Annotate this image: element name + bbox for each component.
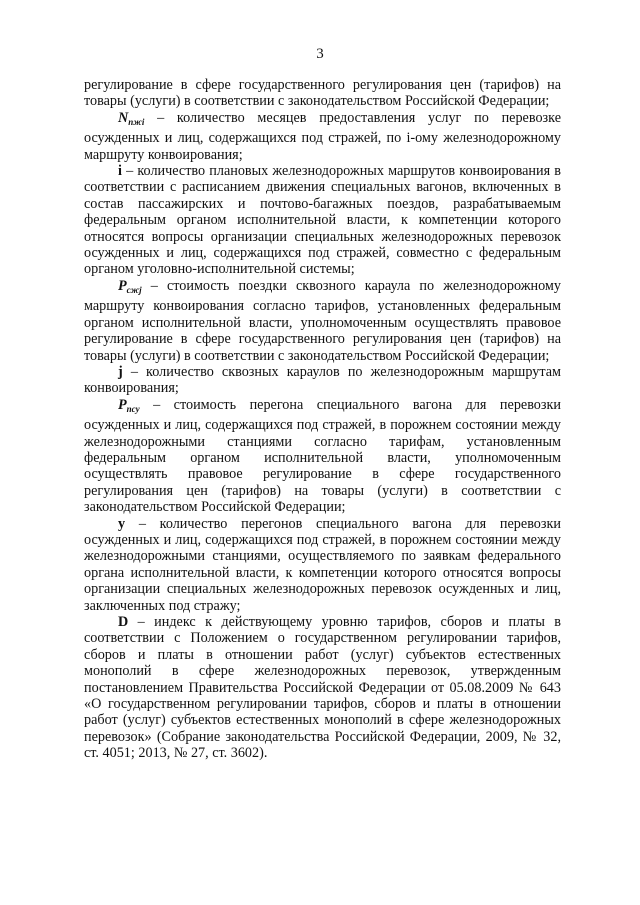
symbol-subscript: сжj [126,284,142,295]
paragraph-text: – количество перегонов специального вагона для перевозки осужденных и лиц, содержащихся под стражей, в порожнем состоянии между железнодорожными станциями, осуществляемого по заявкам федерального органа исполнительной власти, к компетенции которого относятся вопросы организации специальных железнодорожных перевозок осужденных и лиц, заключенных под стражу; [84,515,561,614]
document-body [84,77,561,762]
paragraph-continuation [84,77,561,110]
paragraph-text: – количество сквозных караулов по железнодорожным маршрутам конвоирования; [84,363,561,397]
paragraph-text: – стоимость перегона специального вагона для перевозки осужденных и лиц, содержащихся под стражей, в порожнем состоянии между железнодорожными станциями согласно тарифам, установленным федеральным органом исполнительной власти, уполномоченным осуществлять правовое регулирование в сфере государственного регулирования цен (тарифов) на товары (услуги) в соответствии с законодательством Российской Федерации; [84,396,561,516]
paragraph-text: – стоимость поездки сквозного караула по железнодорожному маршруту конвоирования согласно тарифов, установленных федеральным органом исполнительной власти, уполномоченным осуществлять правовое регулирование в сфере государственного регулирования цен (тарифов) на товары (услуги) в соответствии с законодательством Российской Федерации; [84,277,561,364]
paragraph-N-pzhi [84,110,561,163]
symbol-j: j [118,363,123,380]
page-number: 3 [316,46,324,62]
symbol-P: $P_{сжj}$ [118,277,142,295]
paragraph-text: – количество плановых железнодорожных маршрутов конвоирования в соответствии с расписанием движения специальных вагонов, включенных в состав пассажирских и почтово-багажных поездов, разрабатываемым федеральным органом исполнительной власти, к компетенции которого относятся вопросы организации специальных железнодорожных перевозок осужденных и лиц, содержащихся под стражей, совместно с федеральным органом уголовно-исполнительной системы; [84,163,561,278]
paragraph-text: – количество месяцев предоставления услуг по перевозке осужденных и лиц, содержащихся под стражей, по i-ому железнодорожному маршруту конвоирования; [84,109,561,163]
paragraph-text: регулирование в сфере государственного регулирования цен (тарифов) на товары (услуги) в соответствии с законодательством Российской Федерации; [84,77,561,110]
paragraph-y [84,516,561,614]
paragraph-P-szhj [84,278,561,364]
symbol-subscript: пжi [128,116,145,127]
paragraph-text: – индекс к действующему уровню тарифов, сборов и платы в соответствии с Положением о государственном регулировании тарифов, сборов и платы в отношении работ (услуг) субъектов естественных монополий в сфере железнодорожных перевозок, утвержденным постановлением Правительства Российской Федерации от 05.08.2009 № 643 «О государственном регулировании тарифов, сборов и платы в отношении работ (услуг) субъектов естественных монополий в сфере железнодорожных перевозок» (Собрание законодательства Российской Федерации, 2009, № 32, ст. 4051; 2013, № 27, ст. 3602). [84,614,561,762]
paragraph-j [84,364,561,397]
symbol-y: y [118,515,126,532]
paragraph-D [84,614,561,762]
paragraph-P-psu [84,397,561,516]
symbol-D: D [118,614,129,630]
symbol-P: $P_{псу}$ [118,396,140,414]
symbol-i: i [118,163,122,180]
symbol-subscript: псу [126,403,140,414]
paragraph-i [84,163,561,278]
symbol-N: $N_{пжi}$ [118,109,145,127]
